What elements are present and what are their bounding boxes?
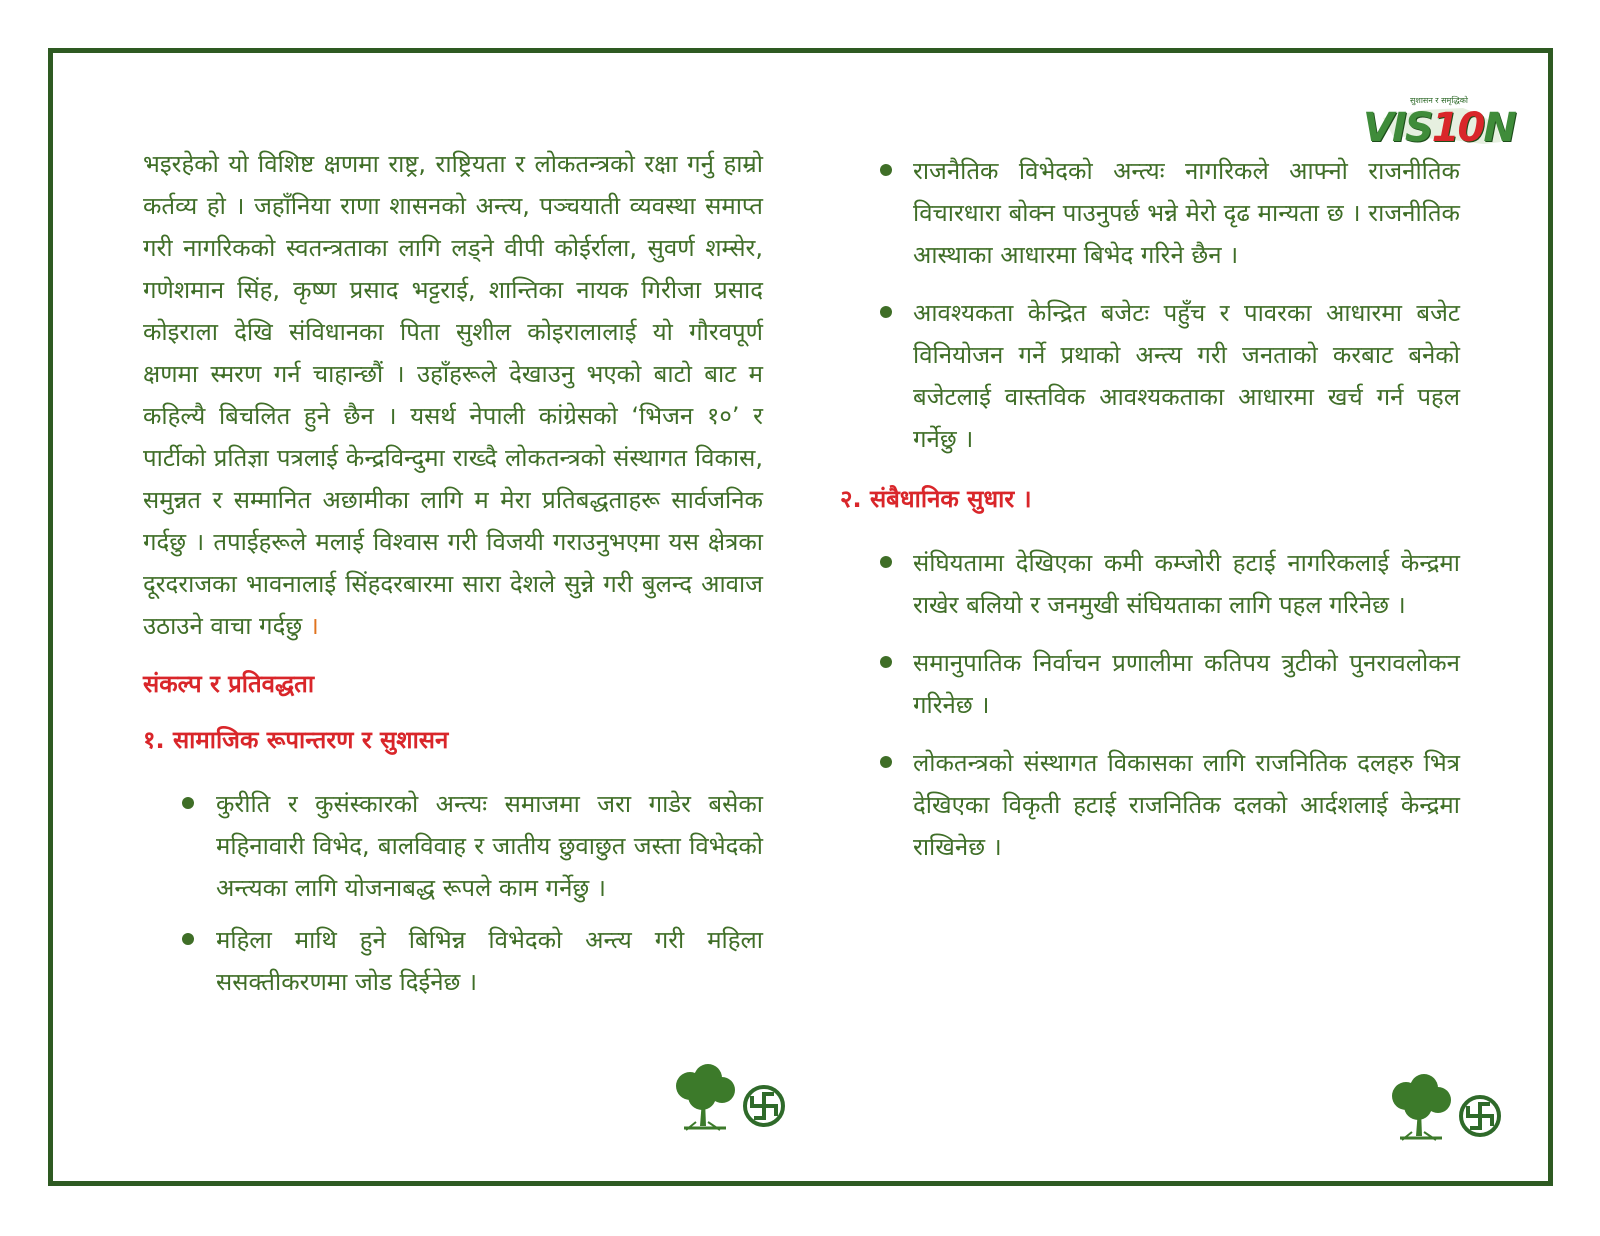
list-item: महिला माथि हुने बिभिन्न विभेदको अन्त्य गरी महिला ससक्तीकरणमा जोड दिईनेछ । [143,919,763,1003]
bullet-icon [880,756,892,768]
bullet-icon [880,306,892,318]
logo-wordmark: VIS10N [1363,105,1515,151]
bullet-icon [880,656,892,668]
bullet-icon [880,556,892,568]
list-item: कुरीति र कुसंस्कारको अन्त्यः समाजमा जरा गाडेर बसेका महिनावारी विभेद, बालविवाह र जातीय छुवाछुत जस्ता विभेदको अन्त्यका लागि योजनाबद्ध रूपले काम गर्नेछु । [143,783,763,909]
intro-paragraph: भइरहेको यो विशिष्ट क्षणमा राष्ट्र, राष्ट्रियता र लोकतन्त्रको रक्षा गर्नु हाम्रो कर्तव्य हो । जहाँनिया राणा शासनको अन्त्य, पञ्चयाती व्यवस्था समाप्त गरी नागरिकको स्वतन्त्रताका लागि लड्ने वीपी कोईर्राला, सुवर्ण शम्सेर, गणेशमान सिंह, कृष्ण प्रसाद भट्टराई, शान्तिका नायक गिरीजा प्रसाद कोइराला देखि संविधानका पिता सुशील कोइरालालाई यो गौरवपूर्ण क्षणमा स्मरण गर्न चाहान्छौं । उहाँहरूले देखाउनु भएको बाटो बाट म कहिल्यै बिचलित हुने छैन । यसर्थ नेपाली कांग्रेसको ‘भिजन १०’ र पार्टीको प्रतिज्ञा पत्रलाई केन्द्रविन्दुमा राख्दै लोकतन्त्रको संस्थागत विकास, समुन्नत र सम्मानित अछामीका लागि म मेरा प्रतिबद्धताहरू सार्वजनिक गर्दछु । तपाईहरूले मलाई विश्वास गरी विजयी गराउनुभएमा यस क्षेत्रका दूरदराजका भावनालाई सिंहदरबारमा सारा देशले सुन्ने गरी बुलन्द आवाज उठाउने वाचा गर्दछु । [143,150,763,640]
swastika-icon [745,1087,783,1125]
bullet-icon [182,933,194,945]
party-emblem [1384,1074,1508,1150]
logo-tagline: सुशासन र समृद्धिको [1410,96,1468,105]
tree-icon [676,1064,735,1130]
heading-sankalpa: संकल्प र प्रतिवद्धता [143,670,315,698]
list-item: आवश्यकता केन्द्रित बजेटः पहुँच र पावरका आधारमा बजेट विनियोजन गर्ने प्रथाको अन्त्य गरी जनताको करबाट बनेको बजेटलाई वास्तविक आवश्यकताका आधारमा खर्च गर्न पहल गर्नेछु । [840,292,1460,460]
heading-section-2: २. संबैधानिक सुधार । [840,485,1032,513]
list-item: संघियतामा देखिएका कमी कम्जोरी हटाई नागरिकलाई केन्द्रमा राखेर बलियो र जनमुखी संघियताका लागि पहल गरिनेछ । [840,542,1460,626]
section-2-list [840,542,1460,868]
tree-icon [1392,1074,1451,1140]
swastika-icon [1461,1097,1499,1135]
left-column [143,143,763,1003]
bullet-icon [880,164,892,176]
party-emblem [668,1064,792,1140]
right-column [840,150,1460,868]
section-1-continued-list [840,150,1460,460]
list-item: राजनैतिक विभेदको अन्त्यः नागरिकले आफ्नो राजनीतिक विचारधारा बोक्न पाउनुपर्छ भन्ने मेरो दृढ मान्यता छ । राजनीतिक आस्थाका आधारमा बिभेद गरिने छैन । [840,150,1460,276]
list-item: समानुपातिक निर्वाचन प्रणालीमा कतिपय त्रुटीको पुनरावलोकन गरिनेछ । [840,642,1460,726]
bullet-icon [182,797,194,809]
list-item: लोकतन्त्रको संस्थागत विकासका लागि राजनितिक दलहरु भित्र देखिएका विकृती हटाई राजनितिक दलको आर्दशलाई केन्द्रमा राखिनेछ । [840,742,1460,868]
section-1-list [143,783,763,1003]
heading-section-1: १. सामाजिक रूपान्तरण र सुशासन [143,726,449,754]
